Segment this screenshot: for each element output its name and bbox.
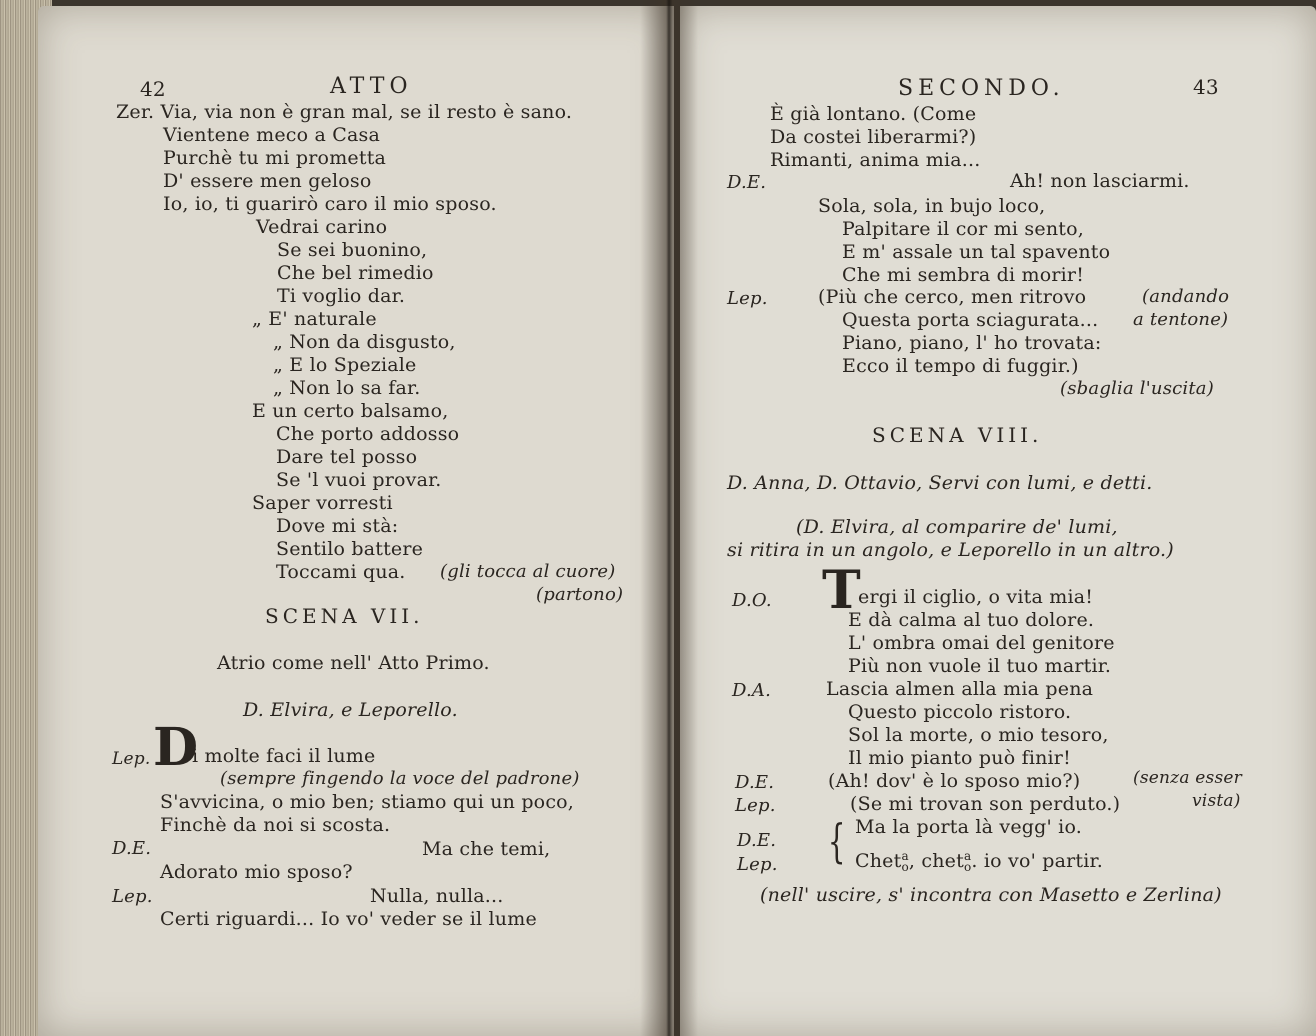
text-line: Ma che temi,	[422, 838, 551, 860]
speaker-label: Lep.	[112, 886, 153, 907]
book-gutter	[640, 0, 698, 1036]
text-line: È già lontano. (Come	[770, 103, 977, 125]
text-line: Più non vuole il tuo martir.	[848, 655, 1112, 677]
text-line: Sola, sola, in bujo loco,	[818, 195, 1046, 217]
text-line: Vedrai carino	[256, 216, 388, 238]
speaker-label: D.O.	[732, 590, 772, 611]
text-line: Questa porta sciagurata...	[842, 309, 1099, 331]
text-line: Ti voglio dar.	[277, 285, 406, 307]
text-line: Finchè da noi si scosta.	[160, 814, 391, 836]
characters-line: D. Elvira, e Leporello.	[243, 699, 458, 721]
text-line: (Se mi trovan son perduto.)	[850, 793, 1121, 815]
text-line: (Più che cerco, men ritrovo	[818, 286, 1087, 308]
stage-direction: si ritira in un angolo, e Leporello in un altro.)	[727, 539, 1174, 561]
speaker-label: D.E.	[112, 838, 152, 859]
text-line: E un certo balsamo,	[252, 400, 449, 422]
speaker-label: D.E.	[735, 772, 775, 793]
stage-direction: (D. Elvira, al comparire de' lumi,	[796, 516, 1118, 538]
text-line: Palpitare il cor mi sento,	[842, 218, 1084, 240]
superscript-a: a	[901, 849, 909, 863]
text-line: Rimanti, anima mia...	[770, 149, 981, 171]
text-line: Dove mi stà:	[276, 515, 399, 537]
speaker-label: D.E.	[737, 830, 777, 851]
word-part: . io vo' partir.	[971, 850, 1103, 872]
text-line: L' ombra omai del genitore	[848, 632, 1115, 654]
text-line: Da costei liberarmi?)	[770, 126, 977, 148]
text-line: D' essere men geloso	[163, 170, 372, 192]
text-line: „ Non lo sa far.	[273, 377, 421, 399]
text-line: Purchè tu mi prometta	[163, 147, 387, 169]
word-part: , chet	[908, 850, 964, 872]
stage-direction: (partono)	[536, 584, 624, 605]
speaker-label: Lep.	[735, 795, 776, 816]
text-line: Ecco il tempo di fuggir.)	[842, 355, 1079, 377]
speaker-label: Lep.	[727, 288, 768, 309]
text-line: E m' assale un tal spavento	[842, 241, 1111, 263]
subscript-o: o	[963, 860, 972, 874]
scene-heading: SCENA VIII.	[872, 423, 1043, 447]
text-line: Adorato mio sposo?	[160, 861, 353, 883]
text-line: (Ah! dov' è lo sposo mio?)	[828, 770, 1081, 792]
text-line: Questo piccolo ristoro.	[848, 701, 1072, 723]
text-line: Se 'l vuoi provar.	[276, 469, 442, 491]
stage-direction: (sbaglia l'uscita)	[1060, 378, 1214, 399]
text-line: „ E lo Speziale	[273, 354, 417, 376]
speaker-label: D.A.	[732, 680, 772, 701]
speaker-label: Lep.	[737, 854, 778, 875]
text-line: ergi il ciglio, o vita mia!	[858, 586, 1094, 608]
text-line: „ Non da disgusto,	[273, 331, 456, 353]
text-line: Dare tel posso	[276, 446, 418, 468]
text-line: Ma la porta là vegg' io.	[855, 816, 1082, 838]
stage-direction: a tentone)	[1133, 309, 1229, 330]
right-running-head: SECONDO.	[898, 76, 1065, 101]
left-page-number: 42	[140, 77, 166, 101]
text-line: Che porto addosso	[276, 423, 460, 445]
text-line: Zer. Via, via non è gran mal, se il resto è sano.	[116, 101, 573, 123]
text-line: Certi riguardi... Io vo' veder se il lume	[160, 908, 537, 930]
text-line: „ E' naturale	[252, 308, 377, 330]
stage-direction: (nell' uscire, s' incontra con Masetto e Zerlina)	[760, 884, 1222, 906]
subscript-o: o	[901, 860, 909, 874]
drop-cap: T	[822, 560, 861, 621]
text-line: Nulla, nulla...	[370, 885, 504, 907]
text-line: Sol la morte, o mio tesoro,	[848, 724, 1109, 746]
speaker-label: D.E.	[727, 172, 767, 193]
stage-direction: (andando	[1142, 286, 1230, 307]
text-line: Sentilo battere	[276, 538, 424, 560]
text-line: Lascia almen alla mia pena	[826, 678, 1094, 700]
characters-line: D. Anna, D. Ottavio, Servi con lumi, e detti.	[727, 472, 1153, 494]
superscript-a: a	[963, 849, 972, 863]
text-line: Che mi sembra di morir!	[842, 264, 1085, 286]
text-line: Il mio pianto può finir!	[848, 747, 1071, 769]
right-page-number: 43	[1193, 75, 1219, 99]
drop-cap: D	[153, 717, 199, 778]
text-line: S'avvicina, o mio ben; stiamo qui un poco,	[160, 791, 575, 813]
stage-direction: (gli tocca al cuore)	[440, 561, 616, 582]
text-line: Toccami qua.	[276, 561, 406, 583]
text-line: Che bel rimedio	[277, 262, 434, 284]
text-line: Piano, piano, l' ho trovata:	[842, 332, 1102, 354]
text-line: Io, io, ti guarirò caro il mio sposo.	[163, 193, 497, 215]
text-line: Saper vorresti	[252, 492, 393, 514]
text-line: i molte faci il lume	[192, 745, 376, 767]
stage-direction: (sempre fingendo la voce del padrone)	[220, 768, 580, 789]
setting-line: Atrio come nell' Atto Primo.	[217, 652, 490, 674]
stage-direction: vista)	[1192, 791, 1241, 811]
text-line: Vientene meco a Casa	[163, 124, 381, 146]
word-part: Chet	[855, 850, 902, 872]
text-line: Se sei buonino,	[277, 239, 428, 261]
left-running-head: ATTO	[330, 74, 413, 99]
stage-direction: (senza esser	[1133, 768, 1242, 788]
text-line: E dà calma al tuo dolore.	[848, 609, 1095, 631]
brace-glyph: {	[827, 814, 846, 868]
speaker-label: Lep.	[112, 749, 151, 769]
text-line	[855, 850, 1103, 873]
text-line: Ah! non lasciarmi.	[1010, 170, 1190, 192]
scene-heading: SCENA VII.	[265, 604, 424, 628]
